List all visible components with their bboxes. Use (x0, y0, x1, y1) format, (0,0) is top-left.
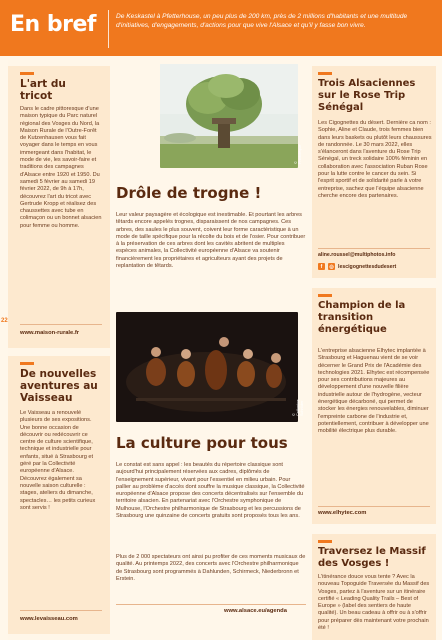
article-title: La culture pour tous (116, 434, 288, 452)
orchestra-photo (116, 312, 298, 422)
website-link[interactable]: www.alsace.eu/agenda (224, 608, 287, 614)
social-handle-text: lescigognettesdudesert (338, 263, 397, 270)
article-title: Drôle de trogne ! (116, 184, 262, 202)
website-link[interactable]: www.elhytec.com (318, 510, 367, 516)
article-body: Dans le cadre pittoresque d'une maison typique du Parc naturel régional des Vosges du Nord, la Maison Rurale de l'Outre-Forêt de Kutzenhausen vous fait voyager dans le temps en vous immergeant dans l'habitat, le mode de vie, les savoir-faire et traditions des campagnes d'Alsace entre 1920 et 1950. Du samedi 5 février au samedi 19 février 2022, de 9h à 17h, découvrez l'art du tricot avec Gertrude Kropp et réalisez des chaussettes avec tube en colimaçon ou un bonnet alsacien pour femme ou homme. (20, 106, 102, 229)
article-body: L'itinérance douce vous tente ? Avec la nouveau Topoguide Traversée du Massif des Vosges, partez à l'aventure sur un itinéraire certifié « Leading Quality Trails – Best of Europe » (label des sentiers de haute qualité). Un beau cadeau à offrir ou à s'offrir pour préparer dès maintenant votre prochain été ! (318, 574, 430, 632)
social-handle[interactable] (318, 263, 396, 270)
article-art-du-tricot (8, 66, 110, 348)
accent-bar (318, 72, 332, 75)
divider (318, 248, 430, 249)
website-link[interactable]: www.levaisseau.com (20, 616, 78, 622)
willow-tree-photo (160, 64, 298, 168)
website-link[interactable]: www.maison-rurale.fr (20, 330, 80, 336)
accent-bar (20, 72, 34, 75)
section-header (0, 0, 442, 56)
article-title: Trois Alsaciennes sur le Rose Trip Sénégal (318, 78, 416, 113)
divider (20, 610, 102, 611)
section-title: En bref (10, 12, 96, 37)
photo-credit: © Phototèque (294, 144, 302, 164)
article-elhytec (312, 288, 436, 524)
article-rose-trip (312, 66, 436, 278)
email-link[interactable]: aline.roussel@multiphotos.info (318, 252, 396, 258)
divider (116, 604, 306, 605)
left-column (8, 60, 110, 640)
article-body: Le Vaisseau a renouvelé plusieurs de ses expositions. Une bonne occasion de découvrir ou redécouvrir ce centre de culture scientifique, technique et industrielle pour enfants, situé à Strasbourg et géré par la Collectivité européenne d'Alsace. Découvrez également sa nouvelle saison culturelle : stages, ateliers du dimanche, spectacles… les petits curieux sont servis ! (20, 410, 96, 511)
article-title: Champion de la transition énergétique (318, 300, 406, 335)
article-title: Traversez le Massif des Vosges ! (318, 546, 426, 569)
photo-credit: © Catherine Schröder (292, 399, 304, 416)
divider (318, 506, 430, 507)
article-body: Leur valeur paysagère et écologique est inestimable. Et pourtant les arbres têtards encore appelés trognes, disparaissent de nos campagnes. Ces arbres, des saules le plus souvent, coivent leur forme caractéristique à un mode de taille spécifique pour la récolte du bois et de l'osier. Pour contribuer à la préservation de ces arbres dont les cavités abritent de multiples espèces animales, la Collectivité européenne d'Alsace va soutenir financièrement les propriétaires et agriculteurs ayant des projets de replantation de têtards. (116, 212, 306, 270)
instagram-icon[interactable]: ◎ (329, 263, 334, 270)
article-vaisseau (8, 356, 110, 634)
page-number: 22 (1, 318, 8, 324)
article-body-continued: Plus de 2 000 spectateurs ont ainsi pu profiter de ces moments musicaux de qualité. Au printemps 2022, des concerts avec l'Orchestre philharmonique de Strasbourg sont programmés à Dahlunden, Schirmeck, Niederbronn et Erstein. (116, 554, 306, 582)
accent-bar (318, 540, 332, 543)
section-intro: De Keskastel à Pfetterhouse, un peu plus de 200 km, près de 2 millions d'habitants et une multitude d'initiatives, d'engagements, d'actions pour que vive l'Alsace et qu'il y fasse bon vivre. (116, 13, 408, 29)
article-massif-vosges (312, 534, 436, 640)
accent-bar (20, 362, 34, 365)
article-title: L'art du tricot (20, 78, 66, 102)
divider (20, 324, 102, 325)
article-body: Le constat est sans appel : les beautés du répertoire classique sont aujourd'hui principalement réservées aux cadres, diplômés de l'enseignement supérieur, vivant pour l'essentiel en milieu urbain. Pour pallier au problème d'accès dont souffre la musique classique, la Collectivité européenne d'Alsace propose des concerts décentralisés sur l'ensemble du territoire alsacien. En partenariat avec l'Orchestre symphonique de Mulhouse, l'Orchestre philharmonique de Strasbourg et les percussions de Strasbourg une quinzaine de concerts gratuits sont proposés tous les ans. (116, 462, 305, 520)
facebook-icon[interactable]: f (318, 263, 325, 270)
article-body: Les Cigognettes du désert. Dernière ca nom : Sophie, Aline et Claude, trois femmes bien dans leurs baskets ou plutôt leurs chaussures de randonnée. Le 30 mars 2022, elles s'élanceront dans l'aventure du Rose Trip Sénégal, un treck solidaire 100% féminin en collaboration avec l'association Ruban Rose pour la lutte contre le cancer du sein. Si l'esprit sportif et de solidarité parle à votre entreprise, sachez que l'équipe alsacienne cherche encore des partenaires. (318, 120, 432, 199)
header-divider (108, 10, 109, 48)
article-title: De nouvelles aventures au Vaisseau (20, 368, 98, 404)
accent-bar (318, 294, 332, 297)
article-body: L'entreprise alsacienne Elhytec implantée à Strasbourg et Haguenau vient de se voir décerner le Grand Prix de l'Académie des technologies 2021. Elhytec est récompensée pour ses contributions majeures au développement d'une nouvelle filière industrielle autour de l'hydrogène, vecteur énergétique décarboné, qui permet de stocker les énergies renouvelables, diminuer l'empreinte carbone de l'industrie et, potentiellement, contribuer à développer une mobilité électrique plus durable. (318, 348, 430, 435)
